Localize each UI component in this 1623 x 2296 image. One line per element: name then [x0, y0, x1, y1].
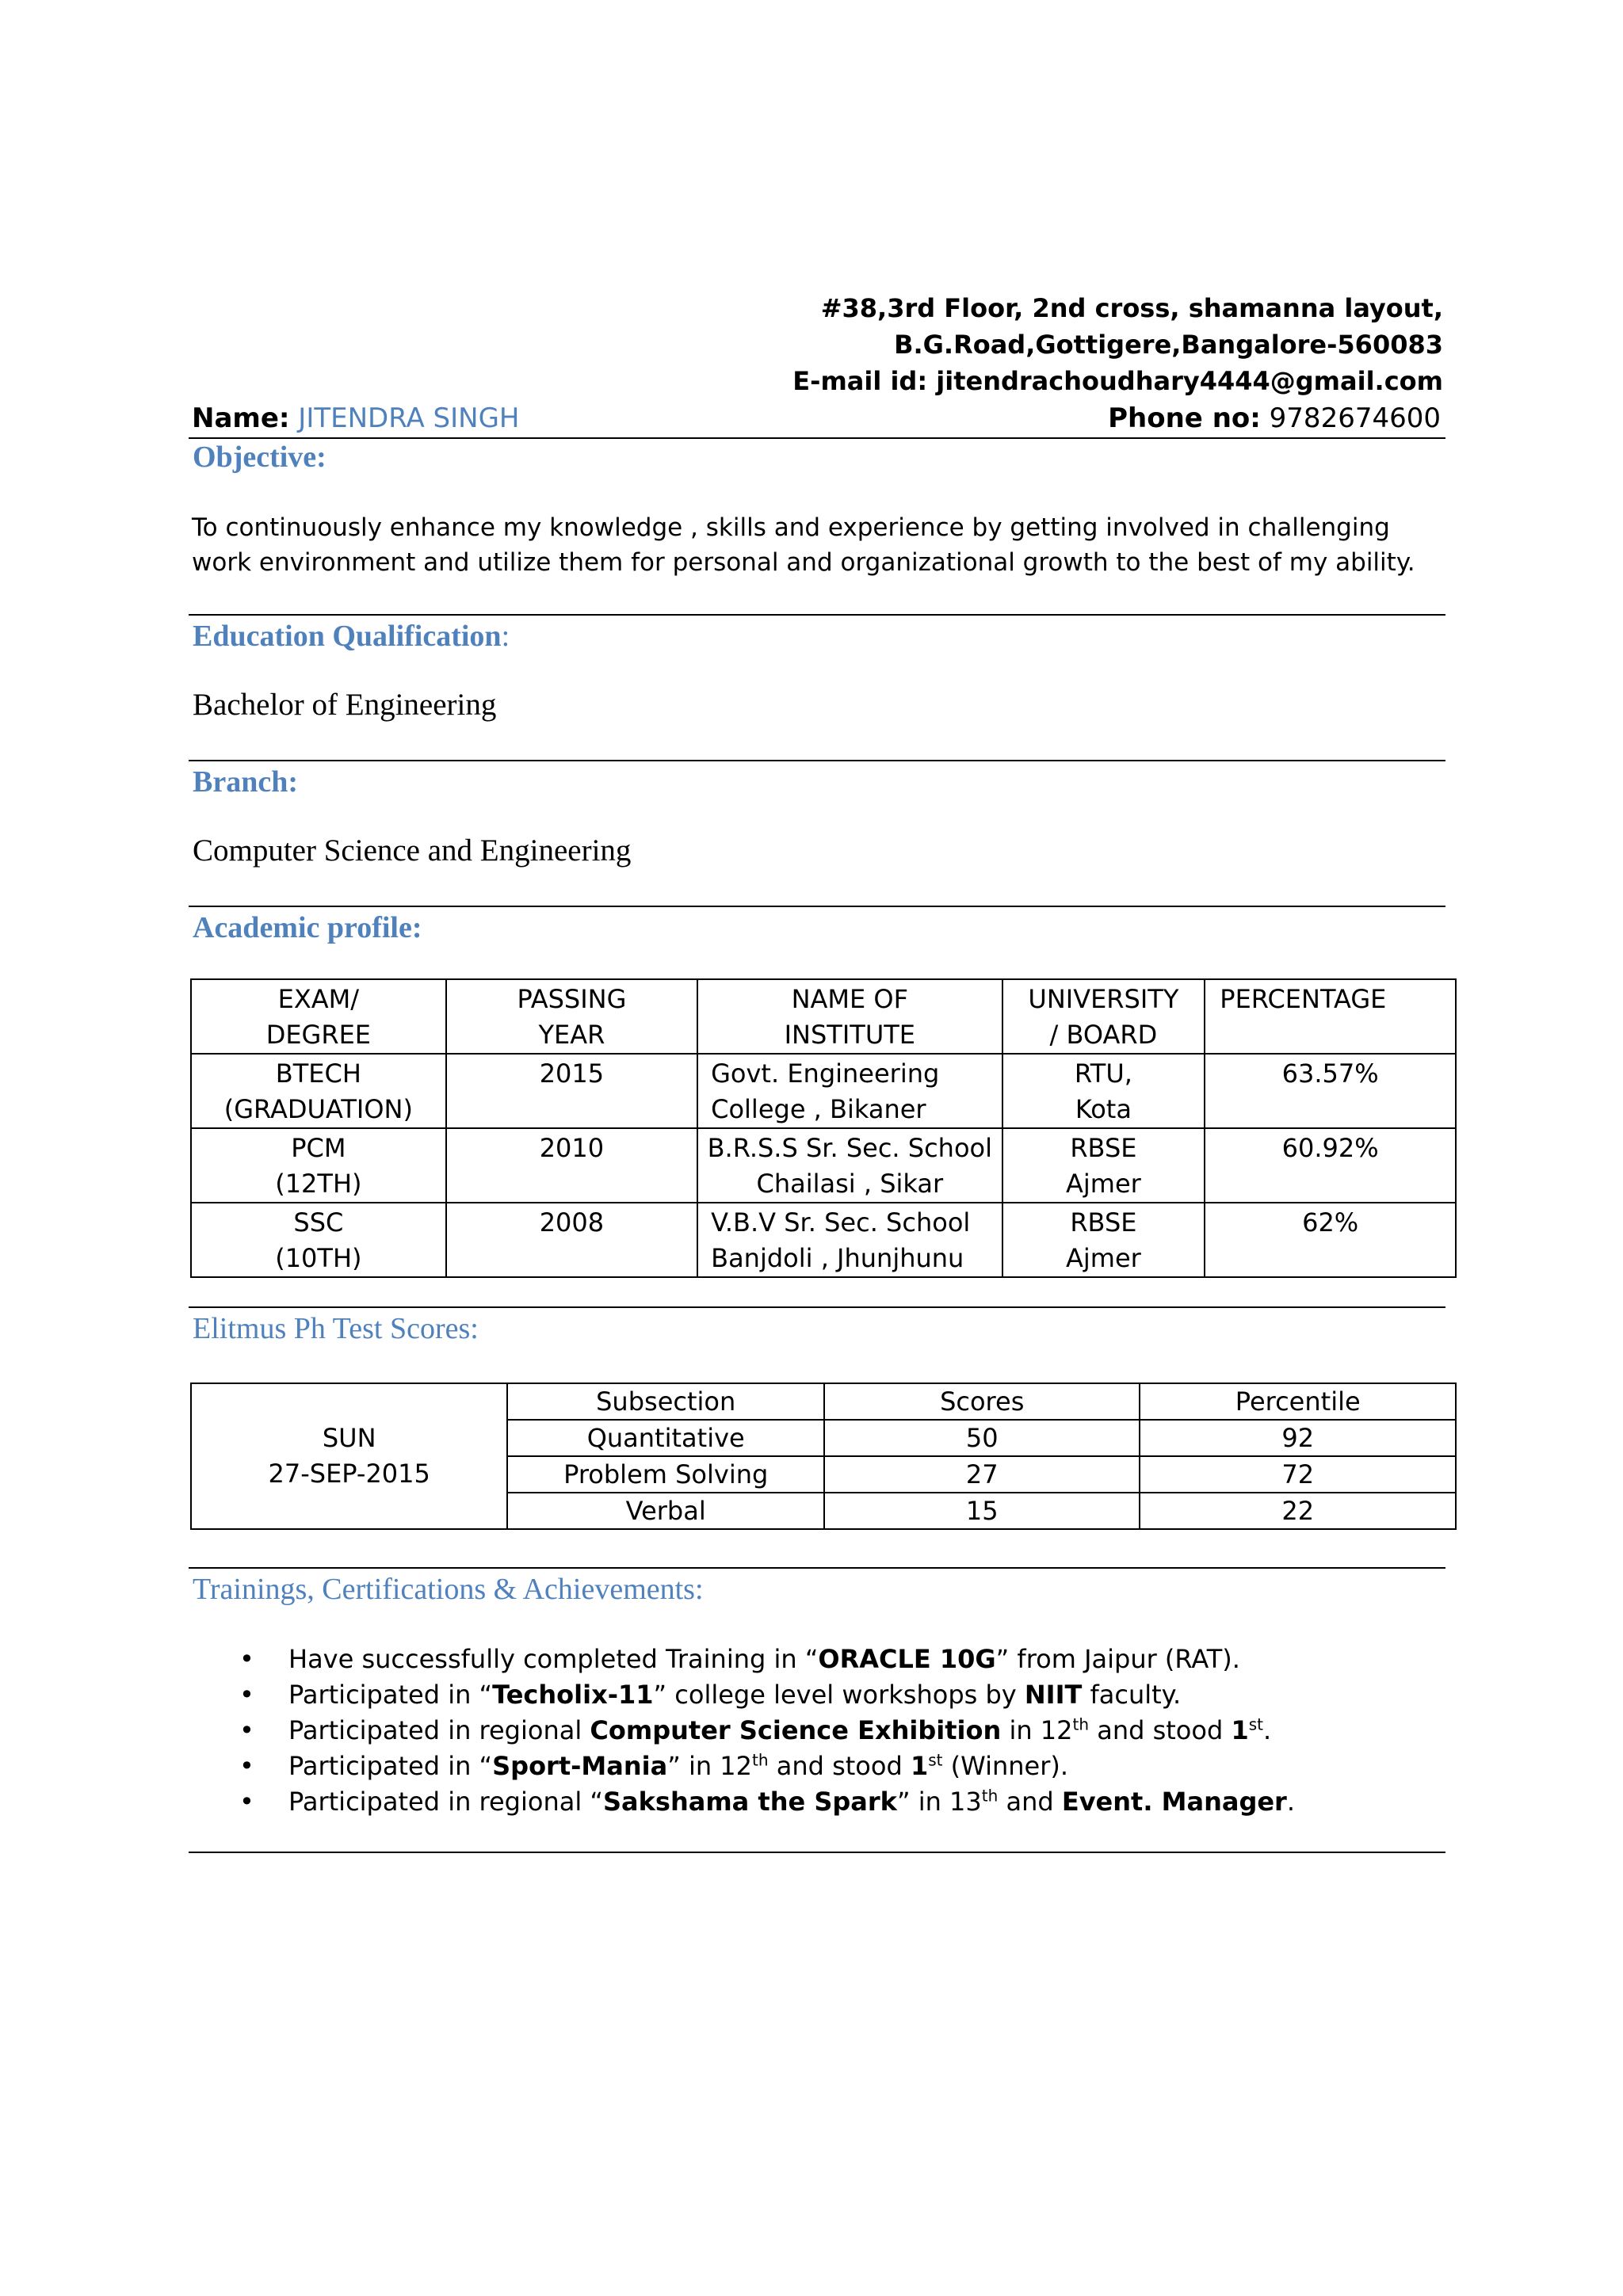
education-heading-text: Education Qualification [193, 620, 502, 653]
bullet-icon: • [239, 1751, 254, 1781]
address-line-1: #38,3rd Floor, 2nd cross, shamanna layout, [820, 293, 1443, 323]
year-cell: 2008 [446, 1203, 697, 1277]
test-date-cell [191, 1383, 507, 1529]
test-day: SUN [322, 1423, 376, 1453]
name-row [192, 401, 1445, 436]
header-cell: NAME OF INSTITUTE [697, 979, 1002, 1054]
elitmus-scores-table [190, 1383, 1457, 1530]
academic-heading: Academic profile: [193, 911, 422, 944]
percentage-cell: 62% [1205, 1203, 1456, 1277]
divider [189, 437, 1445, 439]
branch-value: Computer Science and Engineering [193, 833, 632, 868]
list-item: • Have successfully completed Training in “ORACLE 10G” from Jaipur (RAT). [192, 1642, 1428, 1677]
header-cell: PERCENTAGE [1205, 979, 1456, 1054]
percentage-cell: 63.57% [1205, 1054, 1456, 1128]
address-line-2: B.G.Road,Gottigere,Bangalore-560083 [894, 330, 1443, 360]
header-cell: PASSING YEAR [446, 979, 697, 1054]
table-row [191, 1054, 1456, 1128]
institute-cell: V.B.V Sr. Sec. School Banjdoli , Jhunjhunu [697, 1203, 1002, 1277]
education-heading-colon: : [501, 620, 510, 653]
divider [189, 1852, 1445, 1853]
divider [189, 760, 1445, 761]
table-row [191, 1203, 1456, 1277]
bullet-icon: • [239, 1787, 254, 1817]
education-value: Bachelor of Engineering [193, 688, 497, 722]
divider [189, 1306, 1445, 1308]
name-field [192, 401, 520, 436]
achievements-list [192, 1642, 1428, 1820]
institute-cell: B.R.S.S Sr. Sec. School Chailasi , Sikar [697, 1128, 1002, 1203]
divider [189, 906, 1445, 907]
subsection-cell: Problem Solving [507, 1456, 824, 1493]
board-cell: RTU, Kota [1002, 1054, 1205, 1128]
bullet-icon: • [239, 1644, 254, 1674]
bullet-icon: • [239, 1715, 254, 1745]
phone-field [1108, 401, 1441, 436]
exam-cell: BTECH (GRADUATION) [191, 1054, 446, 1128]
percentile-cell: 22 [1140, 1493, 1456, 1529]
name-label: Name: [192, 402, 290, 434]
phone-value: 9782674600 [1269, 402, 1441, 434]
board-cell: RBSE Ajmer [1002, 1128, 1205, 1203]
table-row [191, 1128, 1456, 1203]
elitmus-heading: Elitmus Ph Test Scores: [193, 1312, 479, 1345]
phone-label: Phone no: [1108, 402, 1261, 434]
bullet-icon: • [239, 1680, 254, 1710]
percentile-cell: 72 [1140, 1456, 1456, 1493]
divider [189, 1567, 1445, 1569]
list-item: • Participated in “Sport-Mania” in 12th and stood 1st (Winner). [192, 1749, 1428, 1784]
list-item: • Participated in “Techolix-11” college level workshops by NIIT faculty. [192, 1677, 1428, 1713]
header-cell: Scores [824, 1383, 1140, 1420]
test-date: 27-SEP-2015 [268, 1459, 430, 1489]
email-label: E-mail id: [792, 366, 928, 396]
institute-cell: Govt. Engineering College , Bikaner [697, 1054, 1002, 1128]
score-cell: 50 [824, 1420, 1140, 1456]
header-cell: UNIVERSITY / BOARD [1002, 979, 1205, 1054]
year-cell: 2015 [446, 1054, 697, 1128]
list-item: • Participated in regional “Sakshama the Spark” in 13th and Event. Manager. [192, 1784, 1428, 1820]
exam-cell: PCM (12TH) [191, 1128, 446, 1203]
education-heading [193, 619, 510, 654]
candidate-name: JITENDRA SINGH [298, 402, 520, 434]
header-cell: EXAM/ DEGREE [191, 979, 446, 1054]
objective-text: To continuously enhance my knowledge , skills and experience by getting involved in challenging work environment and utilize them for personal and organizational growth to the best of my ability. [192, 513, 1415, 577]
percentile-cell: 92 [1140, 1420, 1456, 1456]
year-cell: 2010 [446, 1128, 697, 1203]
header-cell: Percentile [1140, 1383, 1456, 1420]
academic-table [190, 978, 1457, 1278]
subsection-cell: Verbal [507, 1493, 824, 1529]
objective-heading: Objective: [193, 441, 327, 474]
board-cell: RBSE Ajmer [1002, 1203, 1205, 1277]
score-cell: 15 [824, 1493, 1140, 1529]
table-header-row [191, 1383, 1456, 1420]
branch-heading: Branch: [193, 765, 298, 799]
percentage-cell: 60.92% [1205, 1128, 1456, 1203]
address-block [792, 290, 1443, 399]
divider [189, 614, 1445, 616]
list-item: • Participated in regional Computer Science Exhibition in 12th and stood 1st. [192, 1713, 1428, 1749]
subsection-cell: Quantitative [507, 1420, 824, 1456]
trainings-heading: Trainings, Certifications & Achievements: [193, 1573, 704, 1606]
header-cell: Subsection [507, 1383, 824, 1420]
email-line [792, 363, 1443, 399]
exam-cell: SSC (10TH) [191, 1203, 446, 1277]
score-cell: 27 [824, 1456, 1140, 1493]
table-header-row [191, 979, 1456, 1054]
email-value: jitendrachoudhary4444@gmail.com [936, 366, 1443, 396]
